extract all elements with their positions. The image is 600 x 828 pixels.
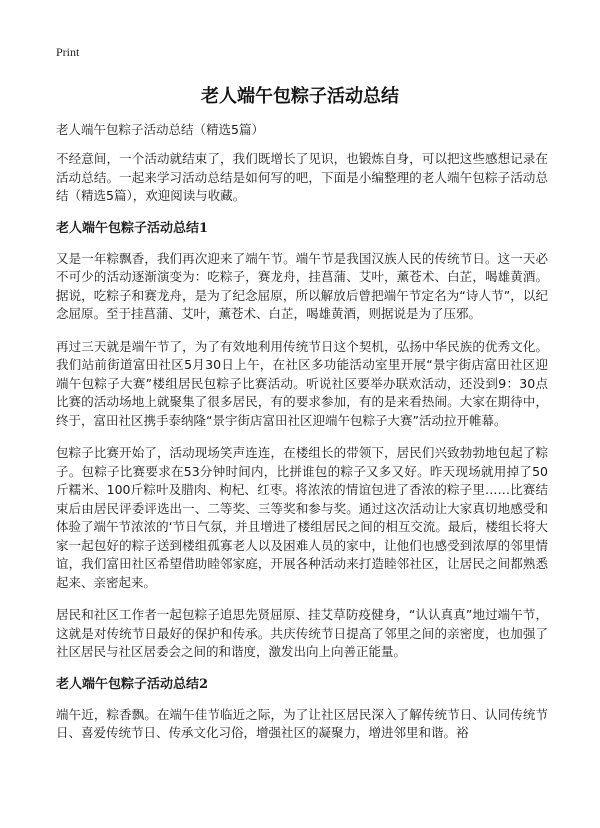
- article-body: [56, 121, 548, 757]
- article-subtitle: 老人端午包粽子活动总结（精选5篇）: [56, 122, 264, 137]
- section-paragraph: 包粽子比赛开始了，活动现场笑声连连，在楼组长的带领下，居民们兴致勃勃地包起了粽子。包粽子比赛要求在53分钟时间内，比拼谁包的粽子又多又好。昨天现场就用掉了50斤糯米、100斤粽叶及腊肉、枸杞、红枣。将浓浓的情谊包进了香浓的粽子里……比赛结束后由居民评委评选出一、二等奖、三等奖和参与奖。通过这次活动让大家真切地感受和体验了端午节浓浓的‘节日气氛，并且增进了楼组居民之间的相互交流。最后，楼组长将大家一起包好的粽子送到楼组孤寡老人以及困难人员的家中，让他们也感受到浓厚的邻里情谊，我们富田社区希望借助睦邻家庭，开展各种活动来打造睦邻社区，让居民之间都熟悉起来、亲密起来。: [56, 445, 548, 590]
- print-link[interactable]: Print: [56, 45, 80, 59]
- page-title: 老人端午包粽子活动总结: [201, 86, 399, 107]
- section-heading: 老人端午包粽子活动总结1: [56, 220, 209, 236]
- section-paragraph: 再过三天就是端午节了，为了有效地利用传统节日这个契机，弘扬中华民族的优秀文化。我们站前街道富田社区5月30日上午，在社区多功能活动室里开展“景宇街店富田社区迎端午包粽子大赛”楼组居民包粽子比赛活动。听说社区要举办联欢活动，还没到9：30点比赛的活动场地上就聚集了很多居民，有的要求参加，有的是来看热闹。大家在期待中，终于，富田社区携手泰纳隆“景宇街店富田社区迎端午包粽子大赛”活动拉开帷幕。: [56, 338, 548, 428]
- section-paragraph: 又是一年粽飘香，我们再次迎来了端午节。端午节是我国汉族人民的传统节日。这一天必不可少的活动逐渐演变为：吃粽子，赛龙舟，挂菖蒲、艾叶，薰苍术、白芷，喝雄黄酒。据说，吃粽子和赛龙舟，是为了纪念屈原，所以解放后曾把端午节定名为“诗人节”，以纪念屈原。至于挂菖蒲、艾叶，薰苍术、白芷，喝雄黄酒，则据说是为了压邪。: [56, 250, 548, 321]
- section-paragraph: 居民和社区工作者一起包粽子追思先贤屈原、挂艾草防疫健身，“认认真真”地过端午节，这就是对传统节日最好的保护和传承。共庆传统节日提高了邻里之间的亲密度，也加强了社区居民与社区居委会之间的和谐度，激发出向上向善正能量。: [56, 607, 548, 659]
- intro-paragraph: 不经意间，一个活动就结束了，我们既增长了见识，也锻炼自身，可以把这些感想记录在活动总结。一起来学习活动总结是如何写的吧，下面是小编整理的老人端午包粽子活动总结（精选5篇），欢迎阅读与收藏。: [56, 151, 548, 203]
- section-paragraph: 端午近，粽香飘。在端午佳节临近之际，为了让社区居民深入了解传统节日、认同传统节日、喜爱传统节日、传承文化习俗，增强社区的凝聚力，增进邻里和谐。裕: [56, 706, 548, 740]
- section-heading: 老人端午包粽子活动总结2: [56, 676, 209, 692]
